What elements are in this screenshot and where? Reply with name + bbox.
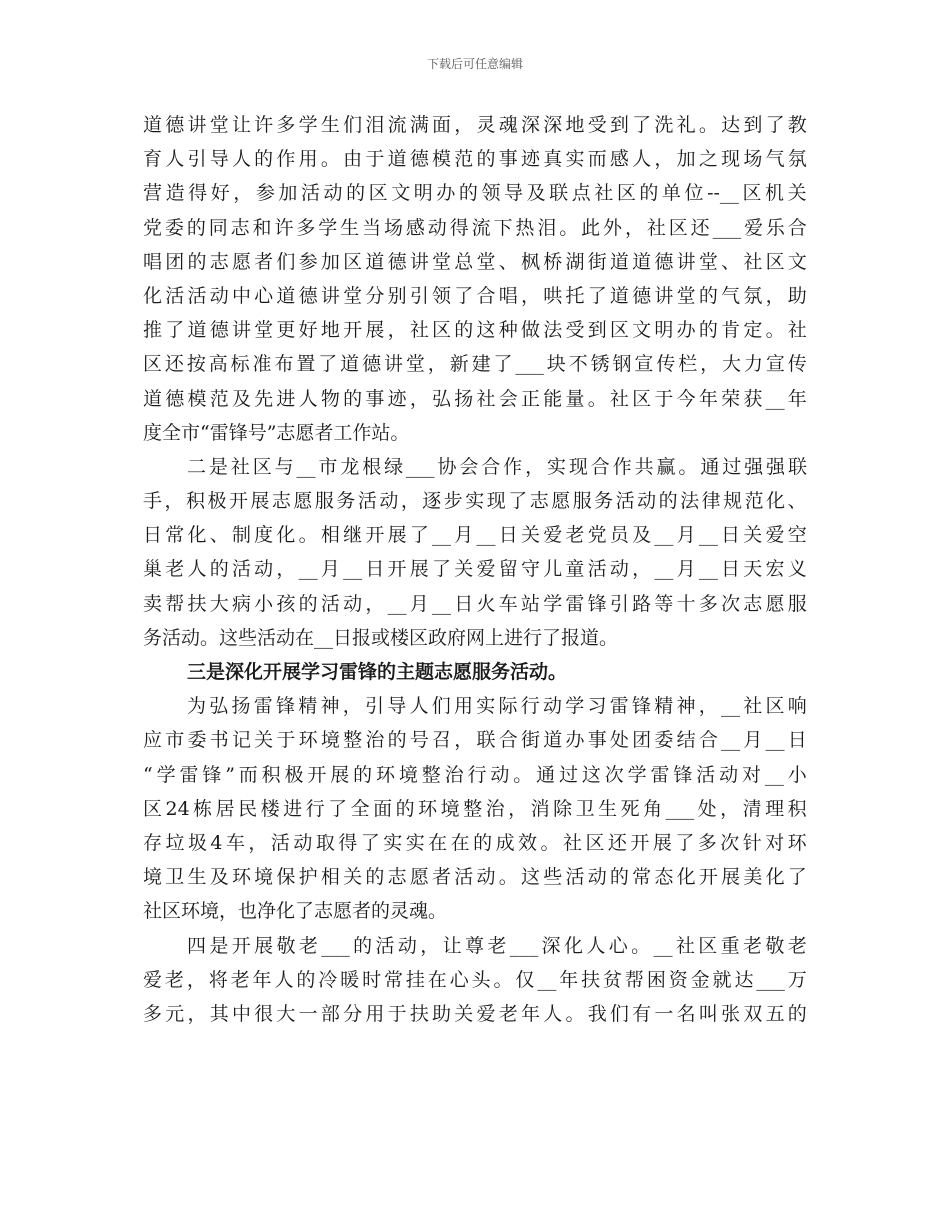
text-line: 社区环境，也净化了志愿者的灵魂。 — [143, 900, 448, 923]
text-line: 四 是 开 展 敬 老 ___ 的 活 动 ， 让 尊 老 ___ 深 化 人 心 。 __ 社 区 重 老 敬 老 — [187, 934, 807, 957]
text-line: 道 德 讲 堂 让 许 多 学 生 们 泪 流 满 面 ， 灵 魂 深 深 地 受 到 了 洗 礼 。 达 到 了 教 — [143, 114, 807, 136]
text-line: 化 活 活 动 中 心 道 德 讲 堂 分 别 引 领 了 合 唱 ， 哄 托 了 道 德 讲 堂 的 气 氛 ， 助 — [143, 284, 807, 307]
text-line: 道 德 模 范 及 先 进 人 物 的 事 迹 ， 弘 扬 社 会 正 能 量 。 社 区 于 今 年 荣 获 __ 年 — [143, 387, 807, 410]
text-line: 唱 团 的 志 愿 者 们 参 加 区 道 德 讲 堂 总 堂 、 枫 桥 湖 街 道 道 德 讲 堂 、 社 区 文 — [143, 250, 807, 273]
text-line: 日 常 化 、 制 度 化 。 相 继 开 展 了 __ 月 __ 日 关 爱 老 党 员 及 __ 月 __ 日 关 爱 空 — [143, 524, 807, 547]
text-line: 应 市 委 书 记 关 于 环 境 整 治 的 号 召 ， 联 合 街 道 办 事 处 团 委 结 合 __ 月 __ 日 — [143, 729, 807, 752]
text-line: 度全市“雷锋号”志愿者工作站。 — [143, 421, 410, 444]
text-line: “ 学 雷 锋 ” 而 积 极 开 展 的 环 境 整 治 行 动 。 通 过 这 次 学 雷 锋 活 动 对 __ 小 — [143, 763, 807, 786]
text-line: 育 人 引 导 人 的 作 用 。 由 于 道 德 模 范 的 事 迹 真 实 而 感 人 ， 加 之 现 场 气 氛 — [143, 148, 807, 171]
text-line: 境 卫 生 及 环 境 保 护 相 关 的 志 愿 者 活 动 。 这 些 活 动 的 常 态 化 开 展 美 化 了 — [143, 866, 807, 889]
text-line: 巢 老 人 的 活 动 ， __ 月 __ 日 开 展 了 关 爱 留 守 儿 童 活 动 ， __ 月 __ 日 天 宏 义 — [143, 558, 807, 581]
text-line: 推 了 道 德 讲 堂 更 好 地 开 展 ， 社 区 的 这 种 做 法 受 到 区 文 明 办 的 肯 定 。 社 — [143, 319, 807, 342]
text-line: 区 24 栋 居 民 楼 进 行 了 全 面 的 环 境 整 治 ， 消 除 卫 生 死 角 ___ 处 ， 清 理 积 — [143, 797, 807, 820]
text-line: 区 还 按 高 标 准 布 置 了 道 德 讲 堂 ， 新 建 了 ___ 块 不 锈 钢 宣 传 栏 ， 大 力 宣 传 — [143, 353, 807, 376]
text-line: 手 ， 积 极 开 展 志 愿 服 务 活 动 ， 逐 步 实 现 了 志 愿 服 务 活 动 的 法 律 规 范 化 、 — [143, 490, 807, 513]
text-line: 卖 帮 扶 大 病 小 孩 的 活 动 ， __ 月 __ 日 火 车 站 学 雷 锋 引 路 等 十 多 次 志 愿 服 — [143, 592, 807, 615]
page-header: 下载后可任意编辑 — [426, 57, 523, 71]
text-line: 党 委 的 同 志 和 许 多 学 生 当 场 感 动 得 流 下 热 泪 。 此 外 ， 社 区 还 ___ 爱 乐 合 — [143, 216, 807, 239]
text-line: 多 元 ， 其 中 很 大 一 部 分 用 于 扶 助 关 爱 老 年 人 。 我 们 有 一 名 叫 张 双 五 的 — [143, 1002, 807, 1025]
text-line: 三是深化开展学习雷锋的主题志愿服务活动。 — [187, 661, 568, 683]
text-line: 务活动。这些活动在__日报或楼区政府网上进行了报道。 — [143, 626, 619, 649]
text-line: 营 造 得 好 ， 参 加 活 动 的 区 文 明 办 的 领 导 及 联 点 社 区 的 单 位 --__ 区 机 关 — [143, 182, 807, 205]
text-line: 二 是 社 区 与 __ 市 龙 根 绿 ___ 协 会 合 作 ， 实 现 合 作 共 赢 。 通 过 强 强 联 — [187, 455, 807, 478]
document-body — [143, 108, 807, 1031]
text-line: 存 垃 圾 4 车 ， 活 动 取 得 了 实 实 在 在 的 成 效 。 社 区 还 开 展 了 多 次 针 对 环 — [143, 831, 807, 854]
text-line: 为 弘 扬 雷 锋 精 神 ， 引 导 人 们 用 实 际 行 动 学 习 雷 锋 精 神 ， __ 社 区 响 — [187, 695, 807, 718]
text-line: 爱 老 ， 将 老 年 人 的 冷 暖 时 常 挂 在 心 头 。 仅 __ 年 扶 贫 帮 困 资 金 就 达 ___ 万 — [143, 968, 807, 991]
